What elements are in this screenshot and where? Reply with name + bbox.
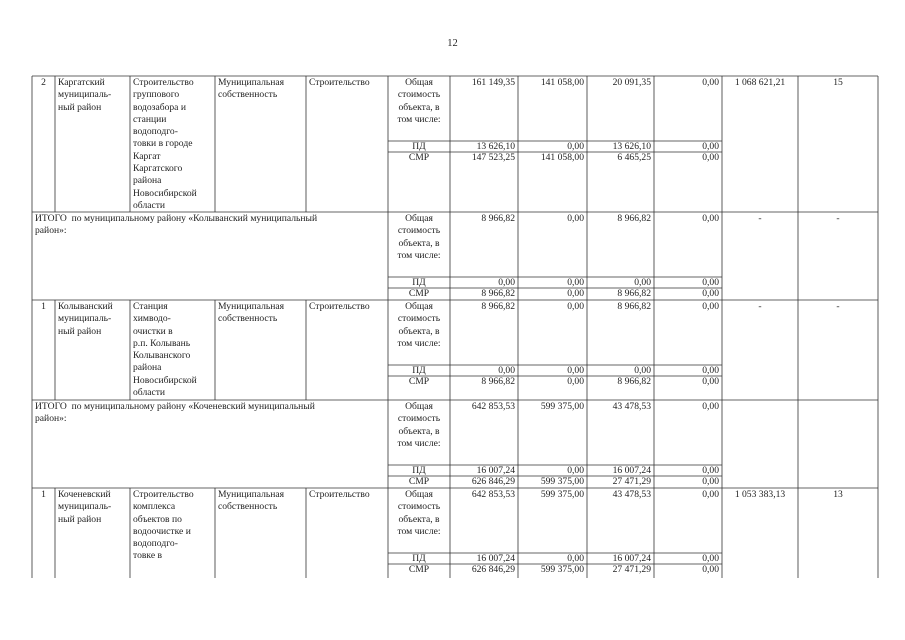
total-value: 599 375,00 (540, 489, 584, 500)
limit-value: - (758, 301, 762, 312)
smr-value: 8 966,82 (617, 376, 651, 387)
smr-value: 0,00 (702, 564, 719, 575)
total-value: 141 058,00 (540, 77, 584, 88)
sequence-number: 15 (833, 77, 843, 88)
pd-value: 0,00 (702, 365, 719, 376)
limit-value: 1 068 621,21 (734, 77, 786, 88)
pd-label: ПД (412, 553, 426, 564)
smr-value: 8 966,82 (617, 288, 651, 299)
smr-value: 6 465,25 (617, 152, 651, 163)
object-name: Строительство комплекса объектов по водоочистке и водоподго- товке в (133, 489, 194, 562)
row-number: 2 (41, 77, 46, 88)
pd-label: ПД (412, 465, 426, 476)
smr-value: 0,00 (567, 288, 584, 299)
work-type: Строительство (309, 77, 370, 88)
sequence-number: - (836, 301, 840, 312)
total-value: 0,00 (702, 301, 719, 312)
smr-label: СМР (408, 288, 430, 299)
itogo-label: ИТОГО по муниципальному району «Коченевский муниципальный район»: (35, 401, 315, 425)
pd-value: 13 626,10 (476, 141, 515, 152)
smr-value: 0,00 (567, 376, 584, 387)
pd-value: 0,00 (567, 141, 584, 152)
smr-value: 626 846,29 (471, 476, 515, 487)
district-name: Колыванский муниципаль- ный район (58, 301, 113, 337)
district-name: Коченевский муниципаль- ный район (58, 489, 112, 525)
limit-value: 1 053 383,13 (734, 489, 786, 500)
total-value: 642 853,53 (471, 401, 515, 412)
pd-value: 0,00 (498, 365, 515, 376)
smr-value: 0,00 (702, 476, 719, 487)
total-value: 0,00 (567, 213, 584, 224)
limit-value: - (758, 213, 762, 224)
cost-label: Общая стоимость объекта, в том числе: (397, 489, 441, 537)
total-value: 43 478,53 (612, 489, 651, 500)
smr-value: 626 846,29 (471, 564, 515, 575)
ownership-type: Муниципальная собственность (218, 301, 285, 325)
pd-value: 16 007,24 (476, 553, 515, 564)
object-name: Строительство группового водозабора и станции водоподго- товки в городе Каргат Каргатского района Новосибирской области (133, 77, 197, 211)
smr-value: 147 523,25 (471, 152, 515, 163)
smr-value: 27 471,29 (612, 564, 651, 575)
pd-value: 0,00 (702, 277, 719, 288)
smr-value: 8 966,82 (481, 288, 515, 299)
ownership-type: Муниципальная собственность (218, 77, 285, 101)
itogo-label: ИТОГО по муниципальному району «Колыванский муниципальный район»: (35, 213, 318, 237)
smr-value: 8 966,82 (481, 376, 515, 387)
smr-value: 27 471,29 (612, 476, 651, 487)
cost-label: Общая стоимость объекта, в том числе: (397, 401, 441, 449)
pd-label: ПД (412, 277, 426, 288)
row-number: 1 (41, 301, 46, 312)
smr-value: 0,00 (702, 288, 719, 299)
sequence-number: 13 (833, 489, 843, 500)
cost-label: Общая стоимость объекта, в том числе: (397, 301, 441, 349)
total-value: 8 966,82 (617, 301, 651, 312)
pd-value: 0,00 (567, 277, 584, 288)
pd-value: 0,00 (567, 365, 584, 376)
pd-label: ПД (412, 141, 426, 152)
smr-label: СМР (408, 564, 430, 575)
total-value: 0,00 (702, 401, 719, 412)
smr-label: СМР (408, 476, 430, 487)
pd-value: 16 007,24 (612, 465, 651, 476)
total-value: 0,00 (567, 301, 584, 312)
cost-label: Общая стоимость объекта, в том числе: (397, 213, 441, 261)
work-type: Строительство (309, 489, 370, 500)
work-type: Строительство (309, 301, 370, 312)
total-value: 0,00 (702, 77, 719, 88)
sequence-number: - (836, 213, 840, 224)
pd-value: 0,00 (634, 277, 651, 288)
pd-value: 0,00 (567, 553, 584, 564)
pd-value: 0,00 (634, 365, 651, 376)
total-value: 599 375,00 (540, 401, 584, 412)
smr-label: СМР (408, 152, 430, 163)
pd-value: 0,00 (702, 465, 719, 476)
page-number: 12 (447, 38, 458, 49)
total-value: 20 091,35 (612, 77, 651, 88)
pd-value: 0,00 (702, 141, 719, 152)
smr-value: 599 375,00 (540, 476, 584, 487)
total-value: 642 853,53 (471, 489, 515, 500)
pd-value: 0,00 (567, 465, 584, 476)
smr-value: 0,00 (702, 152, 719, 163)
total-value: 0,00 (702, 213, 719, 224)
pd-label: ПД (412, 365, 426, 376)
smr-value: 141 058,00 (540, 152, 584, 163)
pd-value: 16 007,24 (612, 553, 651, 564)
cost-label: Общая стоимость объекта, в том числе: (397, 77, 441, 125)
pd-value: 0,00 (498, 277, 515, 288)
total-value: 8 966,82 (481, 213, 515, 224)
total-value: 43 478,53 (612, 401, 651, 412)
total-value: 8 966,82 (617, 213, 651, 224)
row-number: 1 (41, 489, 46, 500)
total-value: 0,00 (702, 489, 719, 500)
object-name: Станция химводо- очистки в р.п. Колывань Колыванского района Новосибирской области (133, 301, 197, 399)
smr-value: 0,00 (702, 376, 719, 387)
pd-value: 13 626,10 (612, 141, 651, 152)
ownership-type: Муниципальная собственность (218, 489, 285, 513)
total-value: 8 966,82 (481, 301, 515, 312)
smr-value: 599 375,00 (540, 564, 584, 575)
total-value: 161 149,35 (471, 77, 515, 88)
pd-value: 16 007,24 (476, 465, 515, 476)
pd-value: 0,00 (702, 553, 719, 564)
smr-label: СМР (408, 376, 430, 387)
district-name: Каргатский муниципаль- ный район (58, 77, 112, 113)
